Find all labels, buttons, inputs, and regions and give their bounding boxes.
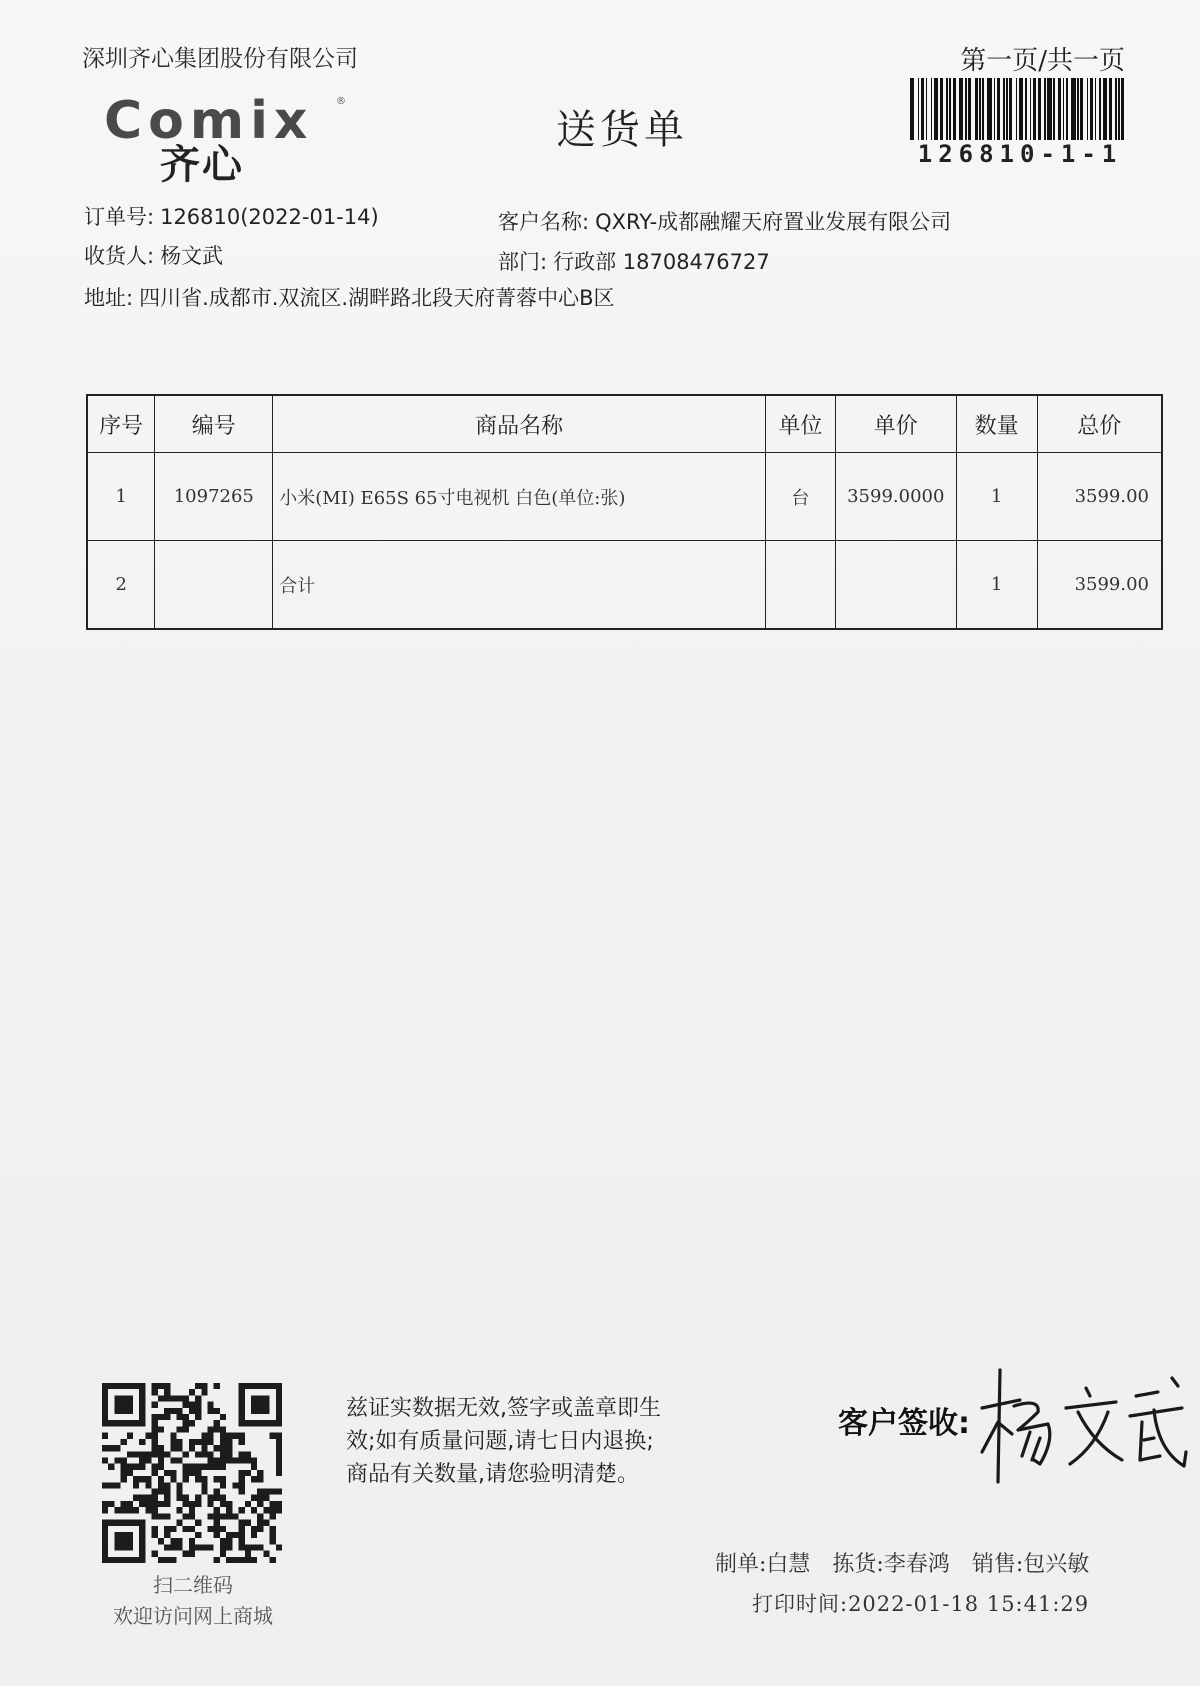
column-header-product-name: 商品名称	[273, 395, 766, 453]
barcode	[910, 78, 1128, 140]
cell-total: 3599.00	[1037, 453, 1162, 541]
salesperson: 销售:包兴敏	[971, 1552, 1090, 1577]
staff-line	[715, 1547, 1089, 1578]
items-table	[86, 394, 1163, 630]
order-number	[84, 201, 379, 231]
address-value: 四川省.成都市.双流区.湖畔路北段天府菁蓉中心B区	[139, 286, 615, 310]
barcode-bar	[1044, 78, 1045, 140]
barcode-bar	[1121, 78, 1124, 140]
cell-product-name: 小米(MI) E65S 65寸电视机 白色(单位:张)	[273, 453, 766, 541]
registered-mark-icon: ®	[336, 96, 346, 107]
document-maker: 制单:白慧	[715, 1552, 811, 1577]
cell-product-name: 合计	[273, 541, 766, 630]
barcode-bar	[1095, 78, 1096, 140]
barcode-bar	[1047, 78, 1051, 140]
column-header-unit-price: 单价	[835, 395, 956, 453]
qr-code[interactable]	[102, 1383, 282, 1563]
barcode-bar	[979, 78, 980, 140]
barcode-bar	[1058, 78, 1061, 140]
barcode-bar	[1103, 78, 1107, 140]
receiver-label: 收货人:	[84, 244, 155, 268]
barcode-bar	[921, 78, 924, 140]
cell-code	[155, 541, 273, 630]
customer-name-label: 客户名称:	[498, 210, 590, 234]
column-header-unit: 单位	[765, 395, 835, 453]
barcode-bar	[949, 78, 950, 140]
barcode-bar	[975, 78, 978, 140]
terms-notice	[346, 1392, 746, 1491]
barcode-bar	[910, 78, 914, 140]
barcode-bar	[1006, 78, 1007, 140]
barcode-bar	[1025, 78, 1026, 140]
barcode-bar	[946, 78, 947, 140]
cell-unit-price	[835, 541, 956, 630]
barcode-bar	[959, 78, 963, 140]
page-indicator: 第一页/共一页	[960, 46, 1125, 76]
address-label: 地址:	[84, 286, 134, 310]
column-header-index: 序号	[87, 395, 155, 453]
barcode-bar	[953, 78, 956, 140]
qr-caption-line-1: 扫二维码	[153, 1573, 233, 1597]
barcode-bar	[1115, 78, 1116, 140]
barcode-number: 126810-1-1	[917, 140, 1123, 168]
document-title: 送货单	[556, 107, 688, 153]
company-name: 深圳齐心集团股份有限公司	[82, 46, 358, 72]
barcode-bar	[934, 78, 938, 140]
barcode-bar	[1099, 78, 1100, 140]
cell-index: 2	[87, 541, 155, 630]
barcode-bar	[926, 78, 927, 140]
table-row	[87, 453, 1162, 541]
barcode-bar	[1003, 78, 1004, 140]
cell-code: 1097265	[155, 453, 273, 541]
barcode-bar	[1080, 78, 1083, 140]
cell-unit	[765, 541, 835, 630]
cell-total: 3599.00	[1037, 541, 1162, 630]
barcode-bar	[1063, 78, 1064, 140]
cell-index: 1	[87, 453, 155, 541]
barcode-bar	[987, 78, 991, 140]
table-header-row	[87, 395, 1162, 453]
barcode-bar	[918, 78, 919, 140]
department	[498, 246, 770, 276]
column-header-quantity: 数量	[956, 395, 1037, 453]
customer-sign-label: 客户签收:	[838, 1406, 970, 1441]
barcode-bar	[1030, 78, 1031, 140]
terms-line-2: 效;如有质量问题,请七日内退换;	[346, 1429, 654, 1454]
barcode-bar	[1053, 78, 1054, 140]
column-header-total: 总价	[1037, 395, 1162, 453]
handwritten-signature	[978, 1360, 1190, 1488]
customer-name	[498, 206, 951, 236]
receiver	[84, 240, 223, 270]
barcode-bar	[994, 78, 995, 140]
barcode-bar	[1038, 78, 1041, 140]
department-value: 行政部 18708476727	[553, 250, 770, 274]
barcode-bar	[1016, 78, 1017, 140]
barcode-bar	[1066, 78, 1067, 140]
comix-logo	[104, 92, 344, 190]
barcode-bar	[1087, 78, 1088, 140]
goods-picker: 拣货:李春鸿	[832, 1552, 950, 1577]
barcode-bar	[1033, 78, 1036, 140]
barcode-bar	[1019, 78, 1023, 140]
barcode-bar	[931, 78, 932, 140]
cell-quantity: 1	[956, 541, 1037, 630]
barcode-bar	[997, 78, 1000, 140]
table-row	[87, 541, 1162, 630]
barcode-bar	[1071, 78, 1075, 140]
barcode-bar	[940, 78, 943, 140]
terms-line-3: 商品有关数量,请您验明清楚。	[346, 1462, 639, 1487]
print-time: 打印时间:2022-01-18 15:41:29	[752, 1592, 1090, 1616]
barcode-bar	[1009, 78, 1012, 140]
barcode-bar	[982, 78, 983, 140]
logo-wordmark: Comix	[104, 91, 314, 151]
cell-unit: 台	[765, 453, 835, 541]
cell-unit-price: 3599.0000	[835, 453, 956, 541]
barcode-bar	[1077, 78, 1078, 140]
barcode-bar	[968, 78, 971, 140]
qr-caption	[86, 1570, 300, 1632]
qr-caption-line-2: 欢迎访问网上商城	[113, 1604, 273, 1628]
terms-line-1: 兹证实数据无效,签字或盖章即生	[346, 1396, 661, 1421]
barcode-bar	[1118, 78, 1119, 140]
barcode-bar	[965, 78, 966, 140]
order-number-value: 126810(2022-01-14)	[160, 205, 379, 229]
receiver-value: 杨文武	[160, 244, 224, 268]
customer-name-value: QXRY-成都融耀天府置业发展有限公司	[595, 210, 952, 234]
barcode-bar	[1090, 78, 1093, 140]
address	[84, 282, 615, 312]
logo-chinese: 齐心	[160, 142, 244, 188]
barcode-bar	[1109, 78, 1112, 140]
order-number-label: 订单号:	[84, 205, 155, 229]
department-label: 部门:	[498, 250, 548, 274]
column-header-code: 编号	[155, 395, 273, 453]
cell-quantity: 1	[956, 453, 1037, 541]
